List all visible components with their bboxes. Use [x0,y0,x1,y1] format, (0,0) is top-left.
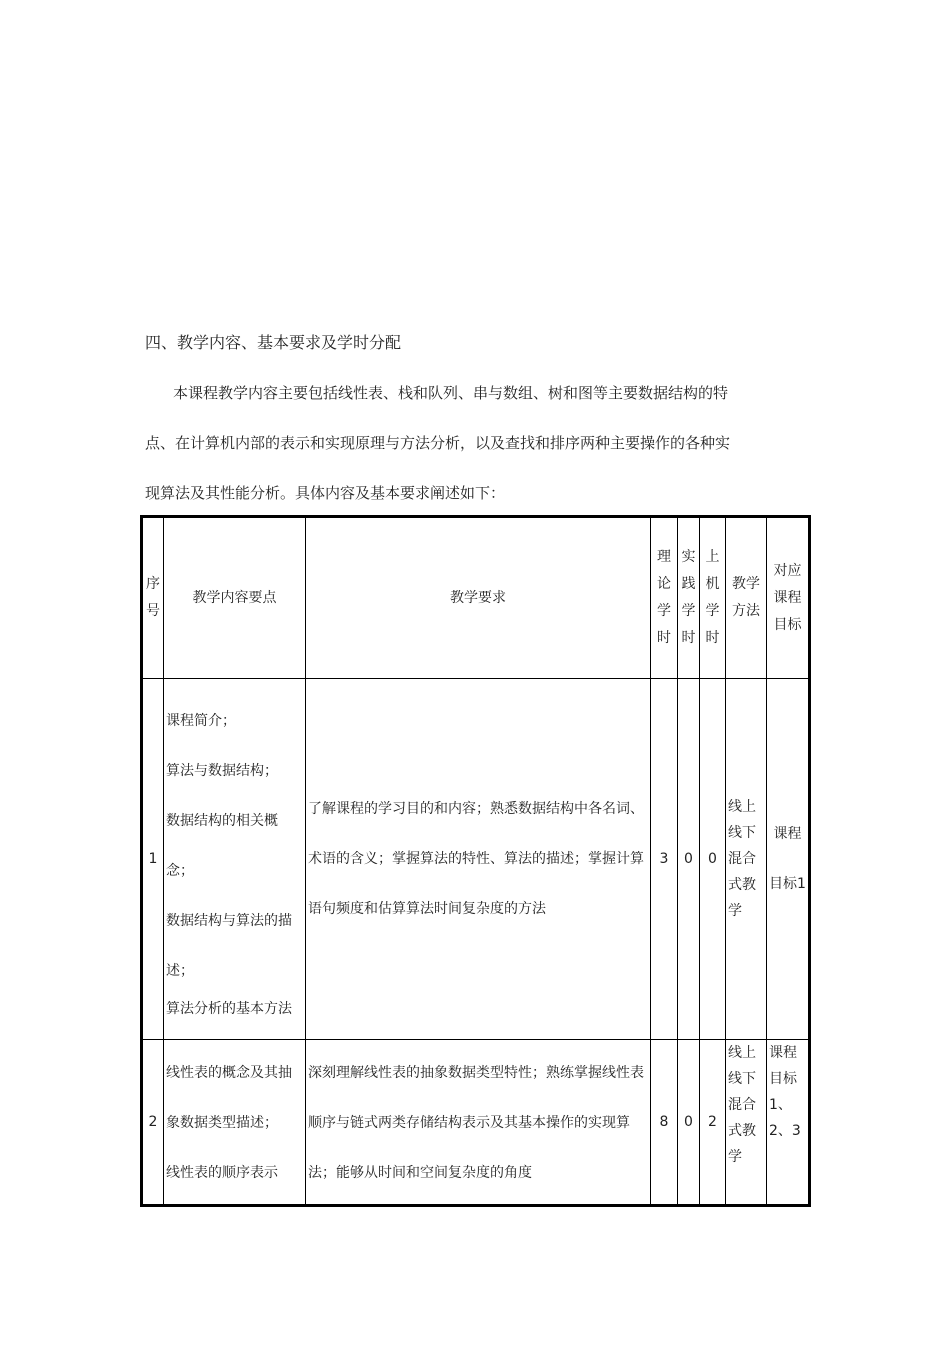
intro-paragraph-line-2: 点、在计算机内部的表示和实现原理与方法分析，以及查找和排序两种主要操作的各种实 [145,434,731,452]
row-practice-hours: 0 [678,1040,700,1206]
row-content [164,679,306,1040]
header-requirement: 教学要求 [306,517,651,679]
content-item: 线性表的概念及其抽象数据类型描述； [166,1065,292,1131]
row-goal: 课程目标1、2、3 [767,1040,810,1206]
row-lab-hours: 2 [700,1040,726,1206]
intro-paragraph-line-3: 现算法及其性能分析。具体内容及基本要求阐述如下： [145,484,506,502]
row-requirement: 深刻理解线性表的抽象数据类型特性；熟练掌握线性表顺序与链式两类存储结构表示及其基本操作的实现算法；能够从时间和空间复杂度的角度 [306,1040,651,1206]
header-seq: 序号 [142,517,164,679]
row-theory-hours: 3 [651,679,678,1040]
header-lab-hours: 上机学时 [700,517,726,679]
content-item: 数据结构与算法的描述； [166,913,292,979]
table-row [142,1040,810,1206]
row-method: 线上线下混合式教学 [726,679,767,1040]
row-method: 线上线下混合式教学 [726,1040,767,1206]
header-content: 教学内容要点 [164,517,306,679]
row-theory-hours: 8 [651,1040,678,1206]
table-row [142,679,810,1040]
header-theory-hours: 理论学时 [651,517,678,679]
content-item: 算法与数据结构； [166,763,278,779]
header-goal: 对应课程目标 [767,517,810,679]
row-seq: 1 [142,679,164,1040]
content-item: 数据结构的相关概念； [166,813,278,879]
row-seq: 2 [142,1040,164,1206]
section-heading: 四、教学内容、基本要求及学时分配 [145,333,402,352]
header-practice-hours: 实践学时 [678,517,700,679]
header-method: 教学方法 [726,517,767,679]
content-item: 算法分析的基本方法 [166,1001,292,1017]
row-requirement: 了解课程的学习目的和内容；熟悉数据结构中各名词、术语的含义；掌握算法的特性、算法的描述；掌握计算语句频度和估算算法时间复杂度的方法 [306,679,651,1040]
row-practice-hours: 0 [678,679,700,1040]
row-goal: 课程目标1 [767,679,810,1040]
content-item: 课程简介； [166,713,236,729]
content-item: 线性表的顺序表示 [166,1165,278,1181]
intro-paragraph-line-1: 本课程教学内容主要包括线性表、栈和队列、串与数组、树和图等主要数据结构的特 [173,384,729,402]
row-lab-hours: 0 [700,679,726,1040]
teaching-content-table [140,515,811,1207]
row-content [164,1040,306,1206]
table-header-row [142,517,810,679]
